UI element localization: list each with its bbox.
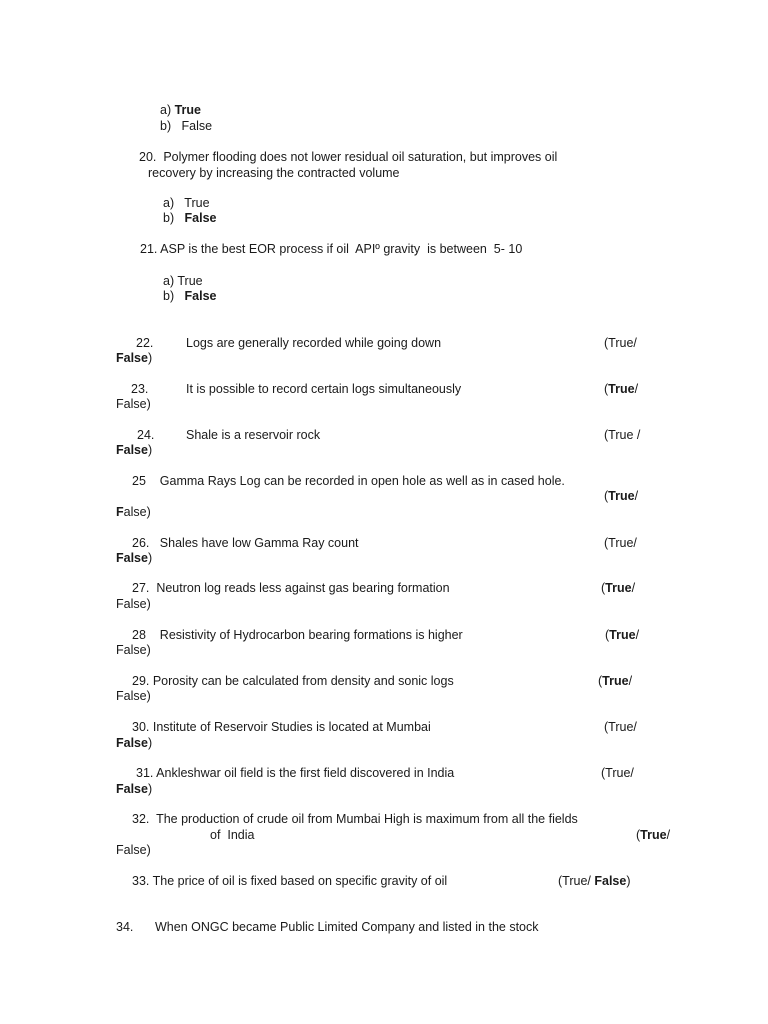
q27-text: 27. Neutron log reads less against gas bearing formation bbox=[132, 581, 450, 595]
q30-false-option: False) bbox=[116, 736, 153, 750]
q32-false-option: False) bbox=[116, 843, 151, 857]
q33-true-false-options: (True/ False) bbox=[558, 874, 631, 888]
q26-text: 26. Shales have low Gamma Ray count bbox=[132, 536, 359, 550]
q34-text: When ONGC became Public Limited Company and listed in the stock bbox=[155, 920, 539, 934]
q21-option-a: a) True bbox=[163, 274, 203, 288]
q30-text: 30. Institute of Reservoir Studies is located at Mumbai bbox=[132, 720, 431, 734]
q21-option-b: b) False bbox=[163, 289, 217, 303]
q20-option-a: a) True bbox=[163, 196, 210, 210]
q23-false-option: False) bbox=[116, 397, 151, 411]
q24-number: 24. bbox=[137, 428, 155, 442]
q28-false-option: False) bbox=[116, 643, 151, 657]
q33-text: 33. The price of oil is fixed based on specific gravity of oil bbox=[132, 874, 448, 888]
q24-false-option: False) bbox=[116, 443, 153, 457]
q32-true-option: (True/ bbox=[636, 828, 671, 842]
q34-number: 34. bbox=[116, 920, 134, 934]
q22-text: Logs are generally recorded while going down bbox=[186, 336, 442, 350]
q30-true-option: (True/ bbox=[604, 720, 637, 734]
q25-text: 25 Gamma Rays Log can be recorded in open hole as well as in cased hole. bbox=[132, 474, 565, 488]
q20-text-line1: 20. Polymer flooding does not lower residual oil saturation, but improves oil bbox=[139, 150, 558, 164]
q23-text: It is possible to record certain logs simultaneously bbox=[186, 382, 462, 396]
q20-text-line2: recovery by increasing the contracted volume bbox=[148, 166, 400, 180]
q31-true-option: (True/ bbox=[601, 766, 634, 780]
q22-false-option: False) bbox=[116, 351, 153, 365]
q20-option-b: b) False bbox=[163, 211, 217, 225]
q31-text: 31. Ankleshwar oil field is the first field discovered in India bbox=[136, 766, 455, 780]
q26-false-option: False) bbox=[116, 551, 153, 565]
q19-option-b: b) False bbox=[160, 119, 213, 133]
q29-text: 29. Porosity can be calculated from density and sonic logs bbox=[132, 674, 454, 688]
q28-text: 28 Resistivity of Hydrocarbon bearing formations is higher bbox=[132, 628, 463, 642]
q22-true-option: (True/ bbox=[604, 336, 637, 350]
q24-text: Shale is a reservoir rock bbox=[186, 428, 321, 442]
q25-true-option: (True/ bbox=[604, 489, 639, 503]
q27-false-option: False) bbox=[116, 597, 151, 611]
q32-text-line2: of India bbox=[210, 828, 255, 842]
q24-true-option: (True / bbox=[604, 428, 641, 442]
q29-true-option: (True/ bbox=[598, 674, 633, 688]
q23-number: 23. bbox=[131, 382, 149, 396]
q19-option-a: a) True bbox=[160, 103, 201, 117]
q31-false-option: False) bbox=[116, 782, 153, 796]
q21-text: 21. ASP is the best EOR process if oil APIº gravity is between 5- 10 bbox=[140, 242, 523, 256]
q27-true-option: (True/ bbox=[601, 581, 636, 595]
q28-true-option: (True/ bbox=[605, 628, 640, 642]
q25-false-option: False) bbox=[116, 505, 151, 519]
q29-false-option: False) bbox=[116, 689, 151, 703]
q26-true-option: (True/ bbox=[604, 536, 637, 550]
q23-true-option: (True/ bbox=[604, 382, 639, 396]
q32-text-line1: 32. The production of crude oil from Mumbai High is maximum from all the fields bbox=[132, 812, 578, 826]
q22-number: 22. bbox=[136, 336, 154, 350]
